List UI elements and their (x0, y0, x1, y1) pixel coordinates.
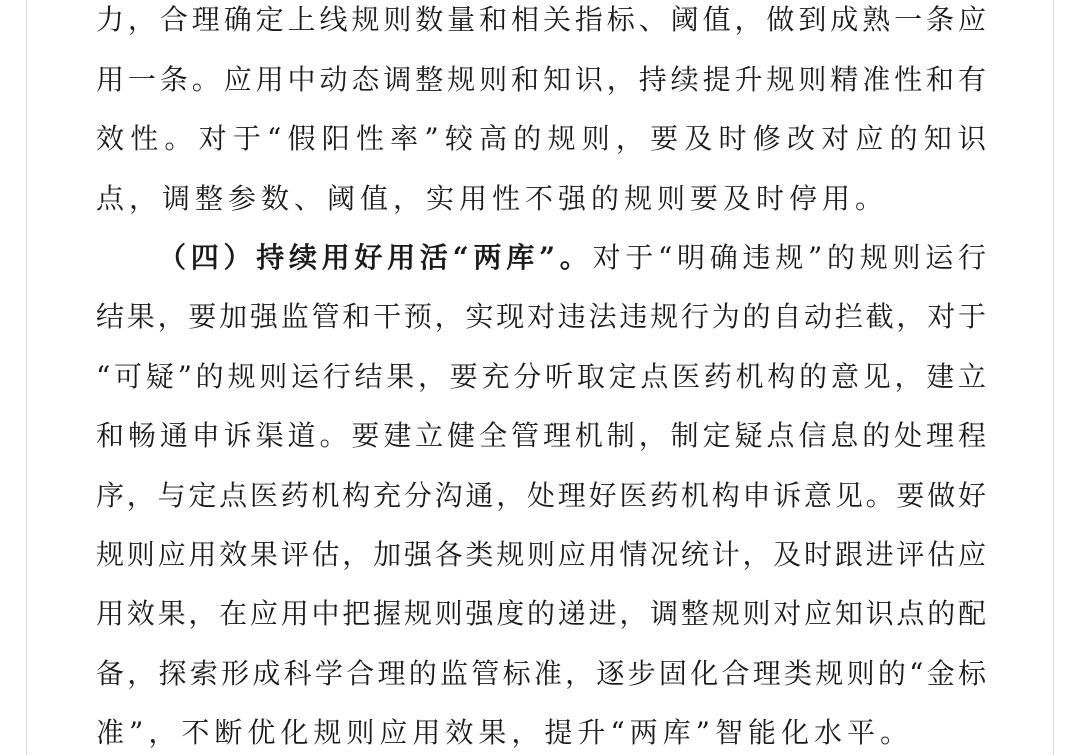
text-line: 力，合理确定上线规则数量和相关指标、阈值，做到成熟一条应 (96, 3, 986, 36)
text-line: 用效果，在应用中把握规则强度的递进，调整规则对应知识点的配 (96, 597, 986, 630)
text-line: 准”，不断优化规则应用效果，提升“两库”智能化水平。 (96, 716, 913, 749)
text-line: 用一条。应用中动态调整规则和知识，持续提升规则精准性和有 (96, 63, 986, 96)
text-line: 规则应用效果评估，加强各类规则应用情况统计，及时跟进评估应 (96, 538, 986, 571)
text-line: 备，探索形成科学合理的监管标准，逐步固化合理类规则的“金标 (96, 657, 986, 690)
text-line: 结果，要加强监管和干预，实现对违法违规行为的自动拦截，对于 (96, 300, 986, 333)
text-line: “可疑”的规则运行结果，要充分听取定点医药机构的意见，建立 (96, 360, 986, 393)
section-first-line-rest: 对于“明确违规”的规则运行 (592, 241, 986, 274)
text-line: 和畅通申诉渠道。要建立健全管理机制，制定疑点信息的处理程 (96, 419, 986, 452)
section-first-line (158, 238, 986, 278)
text-line: 点，调整参数、阈值，实用性不强的规则要及时停用。 (96, 182, 889, 215)
text-line: 序，与定点医药机构充分沟通，处理好医药机构申诉意见。要做好 (96, 479, 986, 512)
section-heading: （四）持续用好用活“两库”。 (158, 241, 593, 274)
text-line: 效性。对于“假阳性率”较高的规则，要及时修改对应的知识 (96, 122, 986, 155)
